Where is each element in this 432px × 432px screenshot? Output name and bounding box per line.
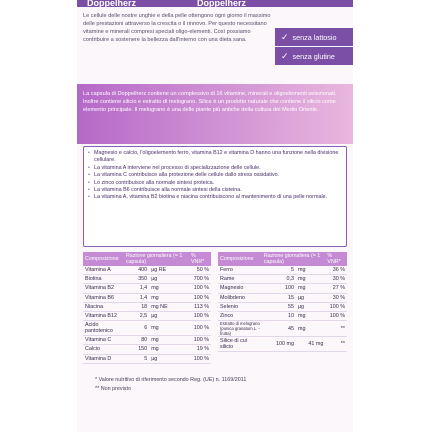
table-row	[83, 311, 211, 320]
nutrient-name: Rame	[218, 275, 262, 284]
nutrient-unit: mg	[296, 275, 325, 284]
nutrient-amount: 350	[124, 275, 149, 284]
nutrient-vnr: 27 %	[325, 284, 347, 293]
badge-lactose-free	[275, 27, 353, 46]
nutrient-vnr: 100 %	[325, 311, 347, 320]
badge-gluten-free	[275, 46, 353, 65]
claim-item: • Magnesio e calcio, l'oligoelemento ferro, vitamina B12 e vitamina D hanno una funzione nella divisione cellulare.	[94, 150, 342, 165]
nutrient-name: Vitamina B2	[83, 284, 124, 293]
nutrient-unit: mg	[296, 284, 325, 293]
table-row	[218, 311, 347, 320]
table-row	[83, 293, 211, 302]
nutrient-amount: 100 mg	[262, 337, 296, 352]
health-claims-box	[83, 146, 347, 247]
table-row	[83, 266, 211, 275]
nutrient-amount: 18	[124, 302, 149, 311]
nutrient-amount: 5	[262, 266, 296, 275]
nutrient-vnr: 113 %	[189, 302, 211, 311]
col-header-vnr: % VNR*	[189, 252, 211, 266]
nutrient-vnr: **	[325, 321, 347, 337]
check-icon: ✓	[281, 31, 289, 42]
table-row	[218, 302, 347, 311]
nutrient-unit: mg	[296, 266, 325, 275]
nutrition-table-right	[218, 252, 347, 352]
col-header-vnr: % VNR*	[325, 252, 347, 266]
nutrient-vnr: 19 %	[189, 345, 211, 354]
table-row	[83, 345, 211, 354]
col-header-daily: Razione giornaliera (= 1 capsula)	[262, 252, 326, 266]
nutrient-amount: 80	[124, 336, 149, 345]
col-header-composition: Composizione	[218, 252, 262, 266]
table-row	[83, 336, 211, 345]
claim-item: • Lo zinco contribuisce alla normale sintesi proteica.	[94, 180, 342, 187]
claim-item: • La vitamina B6 contribuisce alla normale sintesi della cisteina.	[94, 187, 342, 194]
col-header-composition: Composizione	[83, 252, 124, 266]
product-panel	[77, 0, 353, 432]
nutrient-name: Niacina	[83, 302, 124, 311]
nutrient-name: Biotina	[83, 275, 124, 284]
claim-item: • La vitamina A interviene nel processo di specializzazione delle cellule.	[94, 165, 342, 172]
top-banner	[77, 0, 353, 7]
nutrient-name: Vitamina C	[83, 336, 124, 345]
nutrient-name: Selenio	[218, 302, 262, 311]
nutrient-amount: 15	[262, 293, 296, 302]
nutrient-unit: mg	[149, 321, 189, 336]
nutrient-unit: mg	[149, 345, 189, 354]
badge-label: senza glutine	[292, 51, 335, 61]
nutrient-amount: 1,4	[124, 284, 149, 293]
nutrient-unit: µg RE	[149, 266, 189, 275]
nutrient-vnr: 100 %	[189, 284, 211, 293]
table-row	[218, 337, 347, 352]
nutrient-vnr: 100 %	[325, 302, 347, 311]
nutrient-name: Ferro	[218, 266, 262, 275]
nutrient-unit: µg	[149, 311, 189, 320]
nutrition-table-left	[83, 252, 211, 364]
table-row	[83, 321, 211, 336]
nutrient-amount: 10	[262, 311, 296, 320]
nutrient-unit: 41 mg	[296, 337, 325, 352]
claim-item: • La vitamina C contribuisce alla protezione delle cellule dallo stress ossidativo.	[94, 172, 342, 179]
capsule-text: La capsula di Doppelherz contiene un complessivo di 16 vitamine, minerali e oligoelementi selezionati. Inoltre contiene silicio e estratto di melograno. Silice è un prodotto naturale che contiene il silicio come elemento principale. Il melograno è una delle piante più antiche della cultura del Medio Oriente.	[83, 91, 337, 113]
nutrient-amount: 45	[262, 321, 296, 337]
nutrient-vnr: 36 %	[325, 266, 347, 275]
nutrient-vnr: 30 %	[325, 293, 347, 302]
nutrient-vnr: 100 %	[189, 336, 211, 345]
nutrient-unit: µg	[296, 293, 325, 302]
nutrient-name: Vitamina A	[83, 266, 124, 275]
table-row	[218, 321, 347, 337]
table-row	[83, 354, 211, 363]
nutrient-name: Molibdeno	[218, 293, 262, 302]
table-row	[218, 293, 347, 302]
table-row	[218, 284, 347, 293]
nutrient-name: Vitamina B12	[83, 311, 124, 320]
nutrient-vnr: 100 %	[189, 354, 211, 363]
table-row	[83, 302, 211, 311]
nutrient-amount: 100	[262, 284, 296, 293]
nutrient-vnr: 30 %	[325, 275, 347, 284]
nutrient-name: Acido pantotenico	[83, 321, 124, 336]
check-icon: ✓	[281, 50, 289, 61]
nutrient-name: Vitamina D	[83, 354, 124, 363]
nutrient-amount: 150	[124, 345, 149, 354]
nutrient-amount: 5	[124, 354, 149, 363]
nutrient-unit: mg	[296, 321, 325, 337]
nutrient-amount: 6	[124, 321, 149, 336]
capsule-info	[77, 84, 353, 144]
nutrient-name: Calcio	[83, 345, 124, 354]
nutrient-vnr: 100 %	[189, 293, 211, 302]
intro-text: Le cellule delle nostre unghie e della pelle ottengono ogni giorno il massimo delle prestazioni attraverso la crescita o il rinnovo. Per questo necessitano vitamine e minerali compresi speciali oligo-elementi. Così possiamo contribuire a sostenere la bellezza dall'interno con una dieta sana.	[83, 13, 271, 43]
banner-text-repeat: Doppelherz	[197, 0, 247, 7]
nutrient-unit: mg	[149, 293, 189, 302]
nutrient-vnr: 50 %	[189, 266, 211, 275]
nutrient-unit: mg	[149, 284, 189, 293]
nutrient-vnr: 100 %	[189, 321, 211, 336]
nutrient-amount: 2,5	[124, 311, 149, 320]
col-header-daily: Razione giornaliera (= 1 capsula)	[124, 252, 189, 266]
nutrient-name: Silice di cui silicio	[218, 337, 262, 352]
banner-text: Doppelherz	[87, 0, 137, 7]
nutrient-name: Zinco	[218, 311, 262, 320]
nutrient-unit: µg	[149, 275, 189, 284]
badge-group	[275, 27, 353, 65]
nutrient-unit: µg	[296, 302, 325, 311]
table-row	[83, 275, 211, 284]
nutrient-amount: 0,3	[262, 275, 296, 284]
table-row	[83, 284, 211, 293]
nutrient-name: Vitamina B6	[83, 293, 124, 302]
table-row	[218, 266, 347, 275]
nutrient-amount: 400	[124, 266, 149, 275]
nutrient-vnr: **	[325, 337, 347, 352]
nutrient-unit: mg	[149, 336, 189, 345]
nutrient-unit: mg	[296, 311, 325, 320]
nutrient-name: Magnesio	[218, 284, 262, 293]
claim-item: • La vitamina A, vitamina B2 biotina e niacina contribuiscono al mantenimento di una pelle normale.	[94, 194, 342, 201]
nutrient-name: Estratto di melograno (punica granatum L. - frutta)	[218, 321, 262, 337]
nutrient-unit: µg	[149, 354, 189, 363]
nutrient-amount: 55	[262, 302, 296, 311]
table-row	[218, 275, 347, 284]
nutrient-amount: 1,4	[124, 293, 149, 302]
nutrient-vnr: 700 %	[189, 275, 211, 284]
badge-label: senza lattosio	[292, 32, 337, 42]
footnote-not-defined: ** Non previsto	[95, 386, 131, 392]
nutrient-vnr: 100 %	[189, 311, 211, 320]
footnote-vnr: * Valore nutritivo di riferimento secondo Reg. (UE) n. 1169/2011	[95, 377, 247, 383]
nutrient-unit: mg NE	[149, 302, 189, 311]
